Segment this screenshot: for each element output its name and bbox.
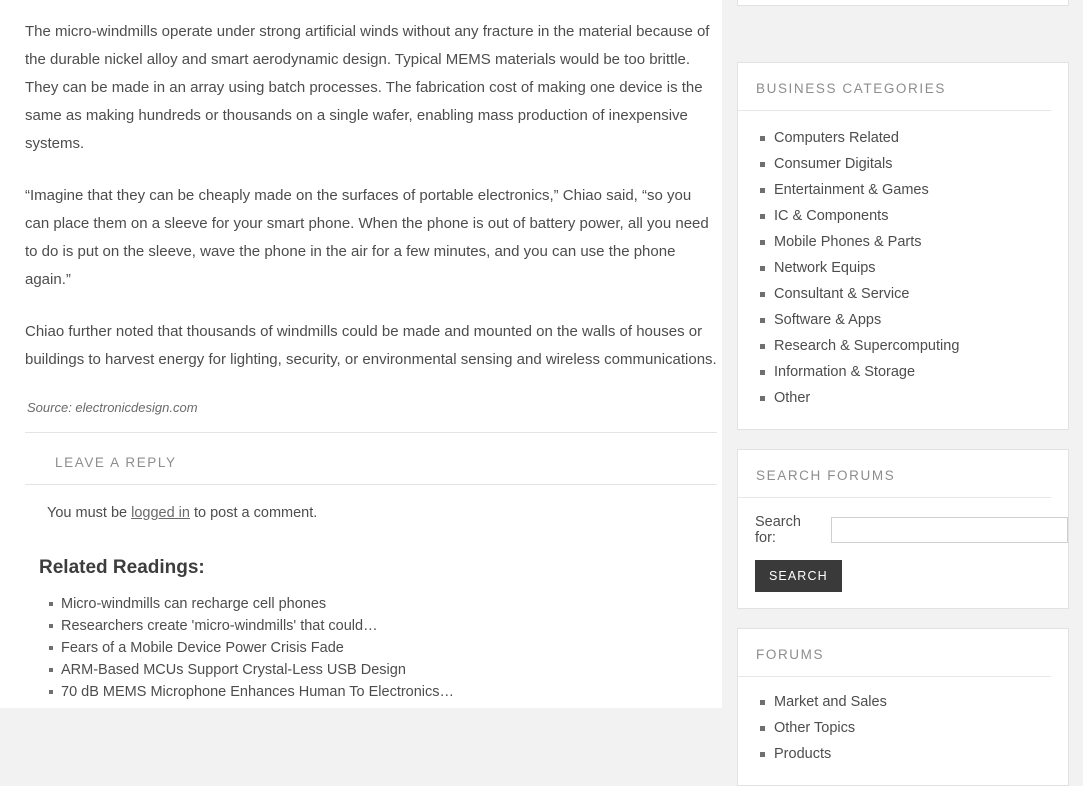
sidebar-item-label: Software & Apps xyxy=(774,312,882,328)
sidebar-item-label: Other xyxy=(774,390,811,406)
sidebar-item-label: Consumer Digitals xyxy=(774,156,893,172)
login-notice xyxy=(47,505,697,521)
search-row xyxy=(738,498,1068,546)
sidebar-item-network-equips[interactable] xyxy=(774,255,1068,281)
widget-title-search-forums: SEARCH FORUMS xyxy=(738,450,1051,498)
sidebar-item-ic-components[interactable] xyxy=(774,203,1068,229)
sidebar-item-other-topics[interactable] xyxy=(774,715,1068,741)
sidebar-item-information-storage[interactable] xyxy=(774,359,1068,385)
list-item[interactable] xyxy=(61,659,697,681)
widget-search-forums xyxy=(737,449,1069,609)
search-label: Search for: xyxy=(755,514,801,546)
related-link[interactable]: Fears of a Mobile Device Power Crisis Fade xyxy=(61,640,344,656)
sidebar-item-label: Market and Sales xyxy=(774,694,887,710)
widget-body-search-forums xyxy=(738,498,1068,608)
related-link[interactable]: ARM-Based MCUs Support Crystal-Less USB Design xyxy=(61,662,406,678)
login-notice-prefix: You must be xyxy=(47,505,132,521)
forums-list xyxy=(738,689,1068,767)
search-button[interactable]: SEARCH xyxy=(755,560,842,592)
sidebar-item-consumer-digitals[interactable] xyxy=(774,151,1068,177)
sidebar-item-software-apps[interactable] xyxy=(774,307,1068,333)
related-link[interactable]: Micro-windmills can recharge cell phones xyxy=(61,596,327,612)
list-item[interactable] xyxy=(61,681,697,703)
widget-title-business-categories: BUSINESS CATEGORIES xyxy=(738,63,1051,111)
list-item[interactable] xyxy=(61,593,697,615)
widget-title-forums: FORUMS xyxy=(738,629,1051,677)
logged-in-link[interactable]: logged in xyxy=(131,505,190,521)
sidebar-widget-partial-top xyxy=(737,0,1069,6)
related-readings-list xyxy=(25,593,697,703)
article-source: Source: electronicdesign.com xyxy=(27,400,198,415)
article-paragraph-3: Chiao further noted that thousands of windmills could be made and mounted on the walls of houses or buildings to harvest energy for lighting, security, or environmental sensing and wireless communications. xyxy=(25,323,717,368)
sidebar-item-label: Network Equips xyxy=(774,260,876,276)
sidebar-item-market-and-sales[interactable] xyxy=(774,689,1068,715)
sidebar-item-products[interactable] xyxy=(774,741,1068,767)
widget-business-categories xyxy=(737,62,1069,430)
sidebar-item-mobile-phones-parts[interactable] xyxy=(774,229,1068,255)
content-divider xyxy=(25,432,717,433)
widget-body-forums xyxy=(738,677,1068,785)
sidebar-item-label: Mobile Phones & Parts xyxy=(774,234,922,250)
sidebar-item-entertainment-games[interactable] xyxy=(774,177,1068,203)
related-link[interactable]: 70 dB MEMS Microphone Enhances Human To Electronics… xyxy=(61,684,455,700)
widget-body-business-categories xyxy=(738,111,1068,429)
list-item[interactable] xyxy=(61,615,697,637)
business-categories-list xyxy=(738,125,1068,411)
search-input[interactable] xyxy=(831,517,1068,543)
related-link[interactable]: Researchers create 'micro-windmills' that could… xyxy=(61,618,378,634)
sidebar-item-label: Research & Supercomputing xyxy=(774,338,960,354)
login-notice-suffix: to post a comment. xyxy=(189,505,318,521)
sidebar-item-label: Computers Related xyxy=(774,130,899,146)
sidebar-item-computers-related[interactable] xyxy=(774,125,1068,151)
sidebar-item-label: Consultant & Service xyxy=(774,286,910,302)
article-paragraph-1: The micro-windmills operate under strong artificial winds without any fracture in the material because of the durable nickel alloy and smart aerodynamic design. Typical MEMS materials would be too brittle. They can be made in an array using batch processes. The fabrication cost of making one device is the same as making hundreds or thousands on a single wafer, enabling mass production of inexpensive systems. xyxy=(25,23,710,152)
article-paragraph-2: “Imagine that they can be cheaply made on the surfaces of portable electronics,” Chiao said, “so you can place them on a sleeve for your smart phone. When the phone is out of battery power, all you need to do is put on the sleeve, wave the phone in the air for a few minutes, and you can use the phone again.” xyxy=(25,187,709,288)
sidebar-item-label: Other Topics xyxy=(774,720,856,736)
sidebar-item-other[interactable] xyxy=(774,385,1068,411)
sidebar xyxy=(737,0,1069,762)
related-readings-heading: Related Readings: xyxy=(39,557,205,578)
sidebar-item-consultant-service[interactable] xyxy=(774,281,1068,307)
sidebar-item-research-supercomputing[interactable] xyxy=(774,333,1068,359)
sidebar-item-label: Products xyxy=(774,746,832,762)
widget-forums xyxy=(737,628,1069,786)
leave-a-reply-heading: LEAVE A REPLY xyxy=(55,455,177,470)
list-item[interactable] xyxy=(61,637,697,659)
sidebar-item-label: IC & Components xyxy=(774,208,889,224)
sidebar-item-label: Information & Storage xyxy=(774,364,916,380)
leave-a-reply-divider xyxy=(25,484,717,485)
sidebar-item-label: Entertainment & Games xyxy=(774,182,929,198)
